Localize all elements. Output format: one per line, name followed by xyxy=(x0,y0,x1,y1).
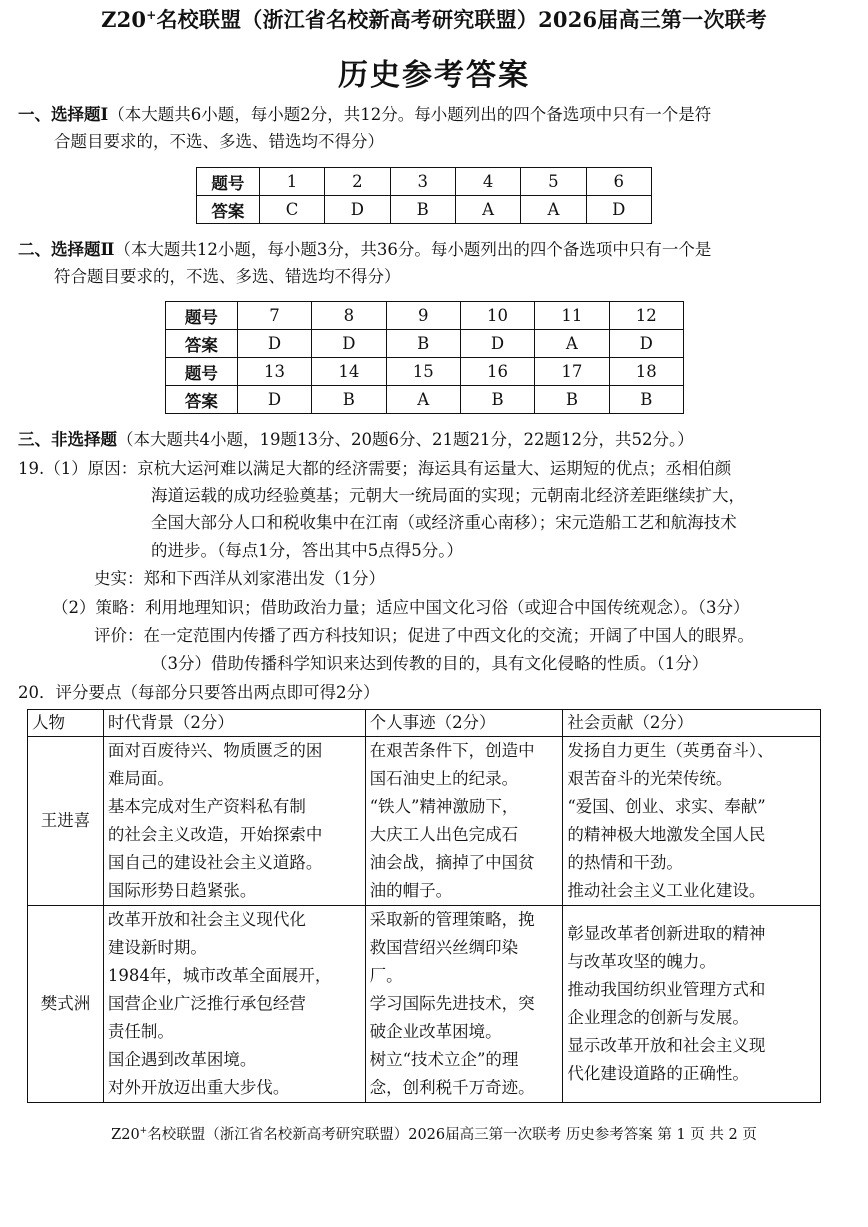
contribution-line: 艰苦奋斗的光荣传统。 xyxy=(567,769,733,788)
contribution-cell xyxy=(563,906,821,1103)
footer-text: 名校联盟（浙江省名校新高考研究联盟）2026届高三第一次联考 历史参考答案 第 1 页 共 2 页 xyxy=(147,1127,757,1143)
background-line: 基本完成对生产资料私有制 xyxy=(107,797,306,816)
answer-cell: D xyxy=(609,330,683,358)
background-line: 国营企业广泛推行承包经营 xyxy=(107,994,306,1013)
contribution-line: 企业理念的创新与发展。 xyxy=(567,1008,749,1027)
table-row xyxy=(197,168,652,196)
background-line: 建设新时期。 xyxy=(107,938,207,957)
document-title: 历史参考答案 xyxy=(338,58,530,93)
section-3-heading xyxy=(18,426,836,453)
answer-cell: B xyxy=(386,330,460,358)
question-number: 10 xyxy=(460,302,534,330)
question-number: 17 xyxy=(535,358,609,386)
contribution-cell xyxy=(563,737,821,906)
column-header: 个人事迹（2分） xyxy=(365,710,563,737)
q20-scoring-table xyxy=(27,709,821,1103)
exam-header-text: 名校联盟（浙江省名校新高考研究联盟）2026届高三第一次联考 xyxy=(156,7,767,32)
answer-cell: A xyxy=(535,330,609,358)
answer-cell: D xyxy=(237,386,311,414)
q19-line-5: 史实：郑和下西洋从刘家港出发（1分） xyxy=(94,569,385,588)
q19-line-6: （2）策略：利用地理知识；借助政治力量；适应中国文化习俗（或迎合中国传统观念）。（3分） xyxy=(52,598,750,617)
answer-cell: A xyxy=(386,386,460,414)
answer-cell: D xyxy=(325,196,390,224)
table-row xyxy=(166,386,684,414)
page-footer xyxy=(0,1123,868,1144)
footer-prefix-sup: + xyxy=(139,1126,148,1137)
q19-line-3: 全国大部分人口和税收集中在江南（或经济重心南移）；宋元造船工艺和航海技术 xyxy=(151,513,737,532)
contribution-line: 显示改革开放和社会主义现 xyxy=(567,1036,766,1055)
question-number: 3 xyxy=(390,168,455,196)
footer-prefix: Z20 xyxy=(111,1127,140,1143)
q19-line-7: 评价：在一定范围内传播了西方科技知识；促进了中西文化的交流；开阔了中国人的眼界。 xyxy=(94,626,754,645)
person-name: 王进喜 xyxy=(28,737,104,906)
deeds-line: 油的帽子。 xyxy=(369,881,453,900)
deeds-line: 油会战，摘掉了中国贫 xyxy=(369,853,535,872)
section-1-answer-table xyxy=(196,167,652,224)
contribution-line: 的精神极大地激发全国人民 xyxy=(567,825,766,844)
q19-line-1: 19.（1）原因：京杭大运河难以满足大都的经济需要；海运具有运量大、运期短的优点；丞相伯颜 xyxy=(18,459,732,478)
section-2-answer-table xyxy=(165,301,684,414)
contribution-line: 推动我国纺织业管理方式和 xyxy=(567,980,766,999)
contribution-line: 彰显改革者创新进取的精神 xyxy=(567,924,766,943)
question-number: 14 xyxy=(312,358,386,386)
column-header: 时代背景（2分） xyxy=(103,710,365,737)
background-line: 的社会主义改造，开始探索中 xyxy=(107,825,323,844)
background-line: 难局面。 xyxy=(107,769,174,788)
column-header: 人物 xyxy=(28,710,104,737)
table-row xyxy=(166,358,684,386)
question-number: 1 xyxy=(259,168,324,196)
question-number: 16 xyxy=(460,358,534,386)
question-number: 11 xyxy=(535,302,609,330)
person-name: 樊式洲 xyxy=(28,906,104,1103)
section-2-heading xyxy=(18,236,836,290)
deeds-line: 国石油史上的纪录。 xyxy=(369,769,519,788)
answer-cell: A xyxy=(455,196,520,224)
column-header: 社会贡献（2分） xyxy=(563,710,821,737)
question-number: 15 xyxy=(386,358,460,386)
row-label-question-number: 题号 xyxy=(197,168,260,196)
table-header-row xyxy=(28,710,821,737)
deeds-line: 破企业改革困境。 xyxy=(369,1022,502,1041)
q20-heading: 20．评分要点（每部分只要答出两点即可得2分） xyxy=(18,683,380,702)
contribution-line: 与改革攻坚的魄力。 xyxy=(567,952,716,971)
question-number: 2 xyxy=(325,168,390,196)
row-label-answer: 答案 xyxy=(166,386,238,414)
table-row xyxy=(166,302,684,330)
table-row xyxy=(197,196,652,224)
section-1-desc-2: 合题目要求的，不选、多选、错选均不得分） xyxy=(54,132,384,151)
answer-cell: D xyxy=(312,330,386,358)
section-2-desc-2: 符合题目要求的，不选、多选、错选均不得分） xyxy=(54,267,401,286)
table-row xyxy=(166,330,684,358)
q19-line-2: 海道运载的成功经验奠基；元朝大一统局面的实现；元朝南北经济差距继续扩大， xyxy=(151,486,745,505)
q19-line-4: 的进步。（每点1分，答出其中5点得5分。） xyxy=(151,541,463,560)
answer-cell: D xyxy=(460,330,534,358)
answer-cell: B xyxy=(312,386,386,414)
exam-prefix-sup: + xyxy=(146,8,157,22)
section-3-title: 三、非选择题 xyxy=(18,430,117,449)
background-line: 国际形势日趋紧张。 xyxy=(107,881,257,900)
background-line: 1984年，城市改革全面展开， xyxy=(107,966,332,985)
row-label-answer: 答案 xyxy=(197,196,260,224)
question-number: 9 xyxy=(386,302,460,330)
section-1-heading xyxy=(18,101,836,155)
background-line: 责任制。 xyxy=(107,1022,174,1041)
question-number: 7 xyxy=(237,302,311,330)
answer-cell: B xyxy=(609,386,683,414)
question-number: 18 xyxy=(609,358,683,386)
contribution-line: “爱国、创业、求实、奉献” xyxy=(567,797,766,816)
deeds-line: 厂。 xyxy=(369,966,403,985)
question-number: 6 xyxy=(586,168,651,196)
background-line: 国企遇到改革困境。 xyxy=(107,1050,257,1069)
section-2-title: 二、选择题Ⅱ xyxy=(18,240,115,259)
deeds-line: 在艰苦条件下，创造中 xyxy=(369,741,535,760)
row-label-question-number: 题号 xyxy=(166,302,238,330)
background-cell xyxy=(103,737,365,906)
section-2-desc-1: （本大题共12小题，每小题3分，共36分。每小题列出的四个备选项中只有一个是 xyxy=(114,240,712,259)
answer-cell: B xyxy=(535,386,609,414)
question-number: 8 xyxy=(312,302,386,330)
section-3-desc: （本大题共4小题，19题13分、20题6分、21题21分，22题12分，共52分。） xyxy=(117,430,694,449)
answer-cell: D xyxy=(586,196,651,224)
section-1-desc-1: （本大题共6小题，每小题2分，共12分。每小题列出的四个备选项中只有一个是符 xyxy=(108,105,712,124)
deeds-line: 学习国际先进技术，突 xyxy=(369,994,535,1013)
answer-cell: B xyxy=(390,196,455,224)
deeds-line: 救国营绍兴丝绸印染 xyxy=(369,938,519,957)
exam-header xyxy=(0,4,868,34)
q19-line-8: （3分）借助传播科学知识来达到传教的目的，具有文化侵略的性质。（1分） xyxy=(151,654,709,673)
contribution-line: 推动社会主义工业化建设。 xyxy=(567,881,766,900)
contribution-line: 的热情和干劲。 xyxy=(567,853,683,872)
contribution-line: 代化建设道路的正确性。 xyxy=(567,1064,749,1083)
question-number: 5 xyxy=(521,168,586,196)
question-number: 13 xyxy=(237,358,311,386)
deeds-line: 树立“技术立企”的理 xyxy=(369,1050,519,1069)
deeds-line: “铁人”精神激励下， xyxy=(369,797,519,816)
table-row xyxy=(28,737,821,906)
background-line: 面对百废待兴、物质匮乏的困 xyxy=(107,741,323,760)
answer-cell: B xyxy=(460,386,534,414)
answer-cell: A xyxy=(521,196,586,224)
table-row xyxy=(28,906,821,1103)
background-line: 国自己的建设社会主义道路。 xyxy=(107,853,323,872)
background-line: 改革开放和社会主义现代化 xyxy=(107,910,306,929)
background-line: 对外开放迈出重大步伐。 xyxy=(107,1078,290,1097)
deeds-line: 采取新的管理策略，挽 xyxy=(369,910,535,929)
question-number: 12 xyxy=(609,302,683,330)
contribution-line: 发扬自力更生（英勇奋斗）、 xyxy=(567,741,774,760)
row-label-question-number: 题号 xyxy=(166,358,238,386)
exam-prefix: Z20 xyxy=(101,7,147,32)
deeds-cell xyxy=(365,737,563,906)
background-cell xyxy=(103,906,365,1103)
answer-cell: C xyxy=(259,196,324,224)
deeds-line: 大庆工人出色完成石 xyxy=(369,825,519,844)
deeds-line: 念，创利税千万奇迹。 xyxy=(369,1078,535,1097)
question-number: 4 xyxy=(455,168,520,196)
answer-cell: D xyxy=(237,330,311,358)
section-1-title: 一、选择题Ⅰ xyxy=(18,105,109,124)
deeds-cell xyxy=(365,906,563,1103)
row-label-answer: 答案 xyxy=(166,330,238,358)
